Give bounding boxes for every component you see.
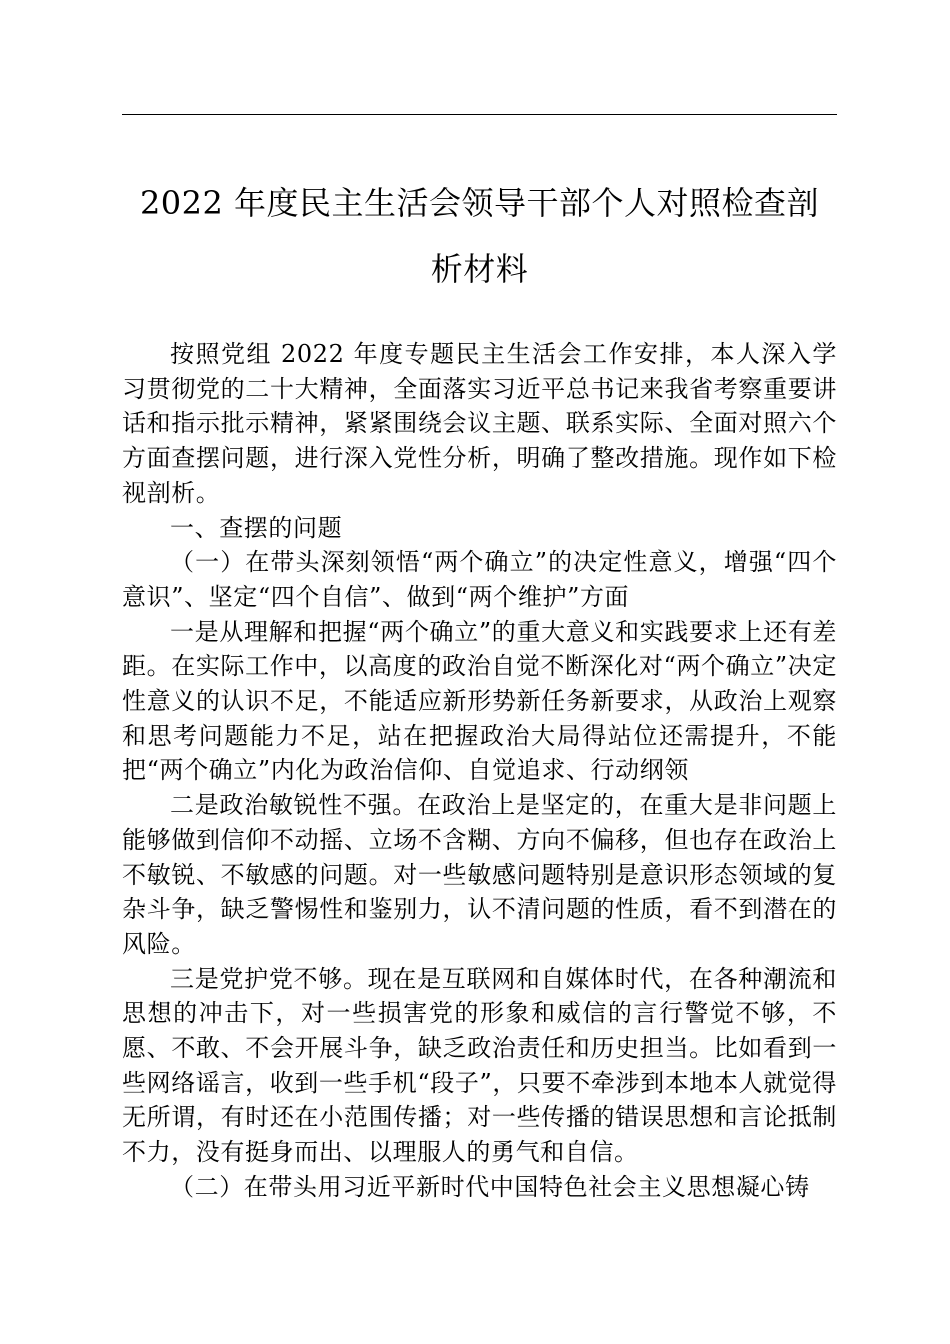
subsection-heading-2: （二）在带头用习近平新时代中国特色社会主义思想凝心铸 <box>170 1172 810 1201</box>
document-title <box>122 170 837 302</box>
header-rule <box>122 114 837 115</box>
point-2-paragraph: 二是政治敏锐性不强。在政治上是坚定的，在重大是非问题上能够做到信仰不动摇、立场不含糊、方向不偏移，但也存在政治上不敏锐、不敏感的问题。对一些敏感问题特别是意识形态领域的复杂斗争，缺乏警惕性和鉴别力，认不清问题的性质，看不到潜在的风险。 <box>122 791 837 958</box>
title-line-1: 2022 年度民主生活会领导干部个人对照检查剖 <box>139 184 820 222</box>
point-1-paragraph: 一是从理解和把握“两个确立”的重大意义和实践要求上还有差距。在实际工作中，以高度的政治自觉不断深化对“两个确立”决定性意义的认识不足，不能适应新形势新任务新要求，从政治上观察和思考问题能力不足，站在把握政治大局得站位还需提升，不能把“两个确立”内化为政治信仰、自觉追求、行动纲领 <box>122 617 837 785</box>
title-line-2: 析材料 <box>430 250 529 288</box>
subsection-heading-1: （一）在带头深刻领悟“两个确立”的决定性意义，增强“四个意识”、坚定“四个自信”、做到“两个维护”方面 <box>122 548 837 611</box>
document-body <box>122 337 837 1205</box>
point-3-paragraph: 三是党护党不够。现在是互联网和自媒体时代，在各种潮流和思想的冲击下，对一些损害党的形象和威信的言行警觉不够，不愿、不敢、不会开展斗争，缺乏政治责任和历史担当。比如看到一些网络谣言，收到一些手机“段子”，只要不牵涉到本地本人就觉得无所谓，有时还在小范围传播；对一些传播的错误思想和言论抵制不力，没有挺身而出、以理服人的勇气和自信。 <box>122 964 837 1167</box>
section-heading-problems: 一、查摆的问题 <box>170 513 343 542</box>
intro-paragraph: 按照党组 2022 年度专题民主生活会工作安排，本人深入学习贯彻党的二十大精神，全面落实习近平总书记来我省考察重要讲话和指示批示精神，紧紧围绕会议主题、联系实际、全面对照六个方面查摆问题，进行深入党性分析，明确了整改措施。现作如下检视剖析。 <box>122 340 837 507</box>
